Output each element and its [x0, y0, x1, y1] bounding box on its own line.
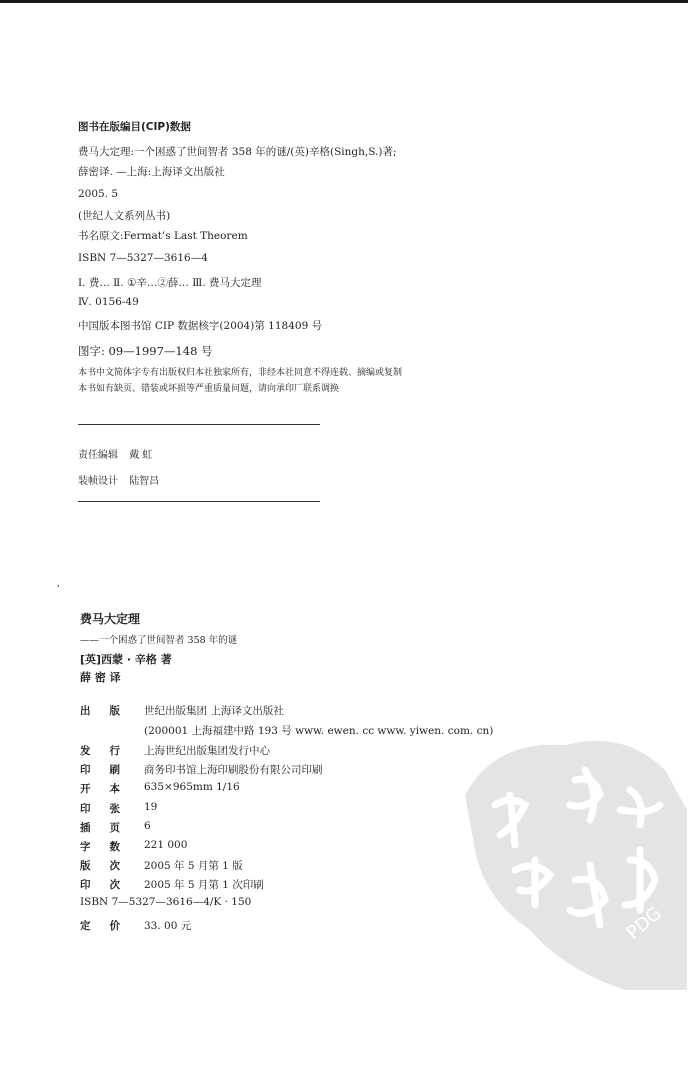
- pub-label: 印次: [80, 879, 139, 891]
- book-subtitle: ——一个困惑了世间智者 358 年的谜: [80, 635, 238, 646]
- credit-label: 责任编辑: [78, 450, 118, 461]
- cip-line: 2005. 5: [78, 188, 119, 200]
- pub-label: 插页: [80, 822, 139, 834]
- cip-line: 书名原文:Fermat’s Last Theorem: [78, 230, 248, 242]
- credit-row: [78, 446, 152, 461]
- pub-value: 635×965mm 1/16: [144, 781, 240, 793]
- pub-value: (200001 上海福建中路 193 号 www. ewen. cc www. yiwen. com. cn): [144, 725, 494, 737]
- pub-value: 世纪出版集团 上海译文出版社: [144, 705, 284, 717]
- pub-label: 发行: [80, 745, 139, 757]
- pub-label: 印张: [80, 803, 139, 815]
- top-border-line: [0, 0, 688, 3]
- cip-line: 薛密译. —上海:上海译文出版社: [78, 166, 225, 178]
- cip-heading: 图书在版编目(CIP)数据: [78, 121, 191, 133]
- credit-value: 陆智昌: [129, 476, 160, 487]
- cip-clc: Ⅳ. 0156-49: [78, 296, 139, 308]
- divider-rule: [78, 501, 320, 502]
- credit-value: 戴 虹: [129, 450, 153, 461]
- copyright-notice: 本书中文简体字专有出版权归本社独家所有，非经本社同意不得连载、摘编或复制: [78, 368, 403, 378]
- pub-value: 221 000: [144, 839, 188, 851]
- cip-line: 费马大定理:一个困惑了世间智者 358 年的谜/(英)辛格(Singh,S.)著;: [78, 146, 397, 158]
- price-label: 定价: [80, 920, 139, 932]
- quality-notice: 本书如有缺页、错装或坏损等严重质量问题，请向承印厂联系调换: [78, 384, 340, 394]
- pub-value: 2005 年 5 月第 1 版: [144, 860, 243, 872]
- cip-isbn: ISBN 7—5327—3616—4: [78, 252, 208, 264]
- seal-watermark: [455, 700, 688, 1000]
- watermark-pdg-text: PDG: [622, 902, 666, 944]
- book-title: 费马大定理: [80, 612, 141, 626]
- credit-label: 装帧设计: [78, 476, 118, 487]
- copyright-registration: 图字: 09—1997—148 号: [78, 344, 213, 358]
- book-translator: 薛 密 译: [80, 671, 121, 684]
- pub-value: 2005 年 5 月第 1 次印刷: [144, 879, 264, 891]
- cip-line: (世纪人文系列丛书): [78, 210, 171, 222]
- cip-classification: I. 费… Ⅱ. ①辛…②薛… Ⅲ. 费马大定理: [78, 277, 262, 289]
- pub-label: 版次: [80, 860, 139, 872]
- pub-label: 开本: [80, 783, 139, 795]
- pub-value: 商务印书馆上海印刷股份有限公司印刷: [144, 764, 323, 776]
- stray-mark: ,: [57, 579, 60, 589]
- pub-label: 印刷: [80, 764, 139, 776]
- pub-label: 出版: [80, 705, 139, 717]
- divider-rule: [78, 424, 320, 425]
- pub-label: 字数: [80, 841, 139, 853]
- book-author: [英]西蒙 · 辛格 著: [80, 653, 172, 666]
- pub-value: 上海世纪出版集团发行中心: [144, 745, 270, 757]
- pub-value: 6: [144, 820, 151, 832]
- pub-value: 19: [144, 801, 158, 813]
- cip-record-number: 中国版本图书馆 CIP 数据核字(2004)第 118409 号: [78, 320, 323, 332]
- price-value: 33. 00 元: [144, 920, 192, 932]
- credit-row: [78, 472, 159, 487]
- pub-isbn: ISBN 7—5327—3616—4/K · 150: [80, 896, 252, 908]
